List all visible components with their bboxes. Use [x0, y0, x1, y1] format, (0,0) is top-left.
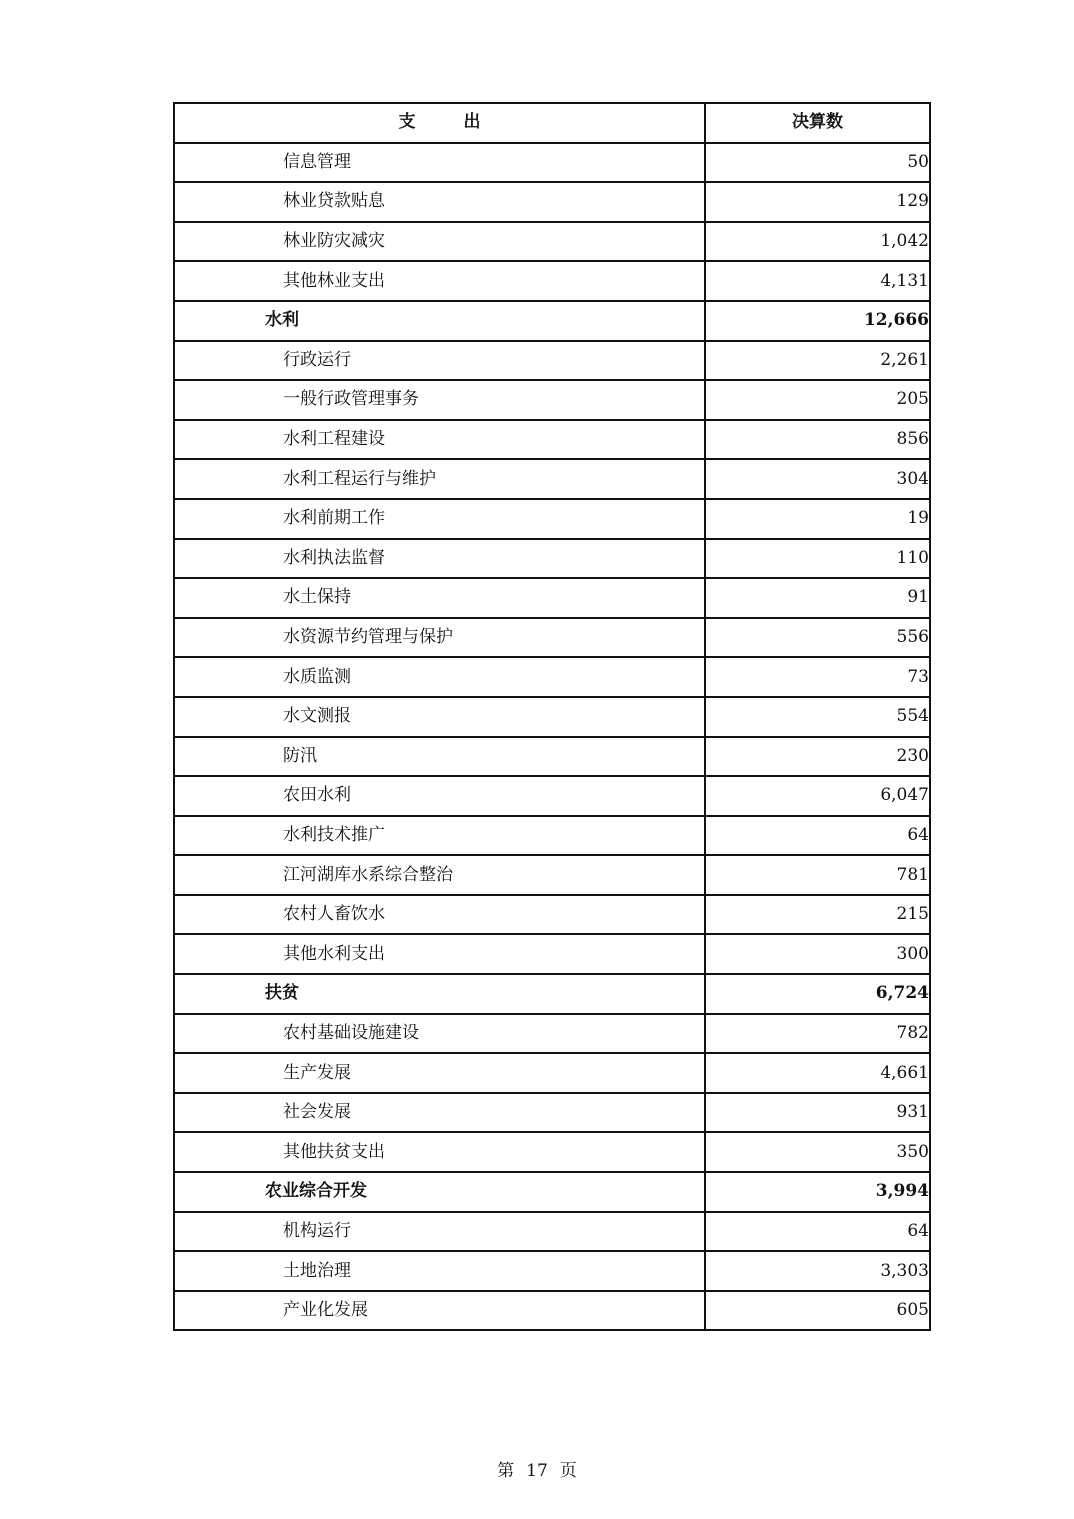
- row-amount: 6,047: [705, 776, 930, 816]
- row-amount: 205: [705, 380, 930, 420]
- row-amount: 605: [705, 1291, 930, 1331]
- table-row: [174, 1053, 930, 1093]
- table-row: [174, 420, 930, 460]
- table-body: [174, 143, 930, 1331]
- table-row: [174, 1251, 930, 1291]
- table-row: [174, 261, 930, 301]
- row-amount: 554: [705, 697, 930, 737]
- category-row: [174, 301, 930, 341]
- row-amount: 91: [705, 578, 930, 618]
- row-item-name: 水利工程建设: [174, 420, 705, 460]
- table-row: [174, 737, 930, 777]
- row-amount: 304: [705, 459, 930, 499]
- row-item-name: 其他扶贫支出: [174, 1132, 705, 1172]
- row-amount: 300: [705, 934, 930, 974]
- row-amount: 781: [705, 855, 930, 895]
- table-row: [174, 341, 930, 381]
- footer-suffix: 页: [559, 1461, 577, 1481]
- table-row: [174, 578, 930, 618]
- row-amount: 3,994: [705, 1172, 930, 1212]
- row-item-name: 农田水利: [174, 776, 705, 816]
- row-item-name: 农村基础设施建设: [174, 1014, 705, 1054]
- row-item-name: 水土保持: [174, 578, 705, 618]
- row-item-name: 行政运行: [174, 341, 705, 381]
- row-item-name: 水质监测: [174, 657, 705, 697]
- row-item-name: 水利工程运行与维护: [174, 459, 705, 499]
- row-item-name: 信息管理: [174, 143, 705, 183]
- row-item-name: 农业综合开发: [174, 1172, 705, 1212]
- row-amount: 64: [705, 816, 930, 856]
- table-row: [174, 855, 930, 895]
- row-amount: 556: [705, 618, 930, 658]
- row-item-name: 水利执法监督: [174, 539, 705, 579]
- row-item-name: 社会发展: [174, 1093, 705, 1133]
- row-amount: 230: [705, 737, 930, 777]
- row-amount: 50: [705, 143, 930, 183]
- table-row: [174, 1093, 930, 1133]
- table-row: [174, 816, 930, 856]
- category-row: [174, 974, 930, 1014]
- page-number: 17: [526, 1461, 548, 1481]
- row-amount: 931: [705, 1093, 930, 1133]
- page-footer: [0, 1456, 1074, 1481]
- row-item-name: 水利: [174, 301, 705, 341]
- table-row: [174, 618, 930, 658]
- row-item-name: 产业化发展: [174, 1291, 705, 1331]
- row-amount: 6,724: [705, 974, 930, 1014]
- row-amount: 856: [705, 420, 930, 460]
- row-item-name: 一般行政管理事务: [174, 380, 705, 420]
- row-item-name: 土地治理: [174, 1251, 705, 1291]
- row-item-name: 防汛: [174, 737, 705, 777]
- row-amount: 350: [705, 1132, 930, 1172]
- row-amount: 64: [705, 1212, 930, 1252]
- row-item-name: 林业贷款贴息: [174, 182, 705, 222]
- row-amount: 215: [705, 895, 930, 935]
- row-amount: 3,303: [705, 1251, 930, 1291]
- row-item-name: 水文测报: [174, 697, 705, 737]
- row-amount: 129: [705, 182, 930, 222]
- table-row: [174, 539, 930, 579]
- footer-prefix: 第: [497, 1461, 515, 1481]
- row-amount: 110: [705, 539, 930, 579]
- category-row: [174, 1172, 930, 1212]
- expenditure-table: [173, 102, 931, 1331]
- row-amount: 19: [705, 499, 930, 539]
- table-row: [174, 143, 930, 183]
- table-row: [174, 222, 930, 262]
- table-row: [174, 1291, 930, 1331]
- table-row: [174, 499, 930, 539]
- table-row: [174, 380, 930, 420]
- table-row: [174, 1014, 930, 1054]
- table-row: [174, 776, 930, 816]
- row-item-name: 扶贫: [174, 974, 705, 1014]
- table-row: [174, 459, 930, 499]
- table-row: [174, 895, 930, 935]
- row-item-name: 其他水利支出: [174, 934, 705, 974]
- table-row: [174, 657, 930, 697]
- table-header-row: [174, 103, 930, 143]
- row-amount: 1,042: [705, 222, 930, 262]
- table-row: [174, 1132, 930, 1172]
- row-amount: 12,666: [705, 301, 930, 341]
- row-amount: 2,261: [705, 341, 930, 381]
- row-item-name: 其他林业支出: [174, 261, 705, 301]
- row-item-name: 江河湖库水系综合整治: [174, 855, 705, 895]
- row-amount: 782: [705, 1014, 930, 1054]
- row-amount: 4,131: [705, 261, 930, 301]
- table-row: [174, 182, 930, 222]
- row-item-name: 机构运行: [174, 1212, 705, 1252]
- table-row: [174, 697, 930, 737]
- row-item-name: 林业防灾减灾: [174, 222, 705, 262]
- row-amount: 73: [705, 657, 930, 697]
- row-item-name: 水利技术推广: [174, 816, 705, 856]
- row-item-name: 水资源节约管理与保护: [174, 618, 705, 658]
- row-item-name: 农村人畜饮水: [174, 895, 705, 935]
- header-final-amount: 决算数: [705, 103, 930, 143]
- row-amount: 4,661: [705, 1053, 930, 1093]
- table-row: [174, 1212, 930, 1252]
- table-row: [174, 934, 930, 974]
- row-item-name: 生产发展: [174, 1053, 705, 1093]
- header-expenditure: 支出: [174, 103, 705, 143]
- row-item-name: 水利前期工作: [174, 499, 705, 539]
